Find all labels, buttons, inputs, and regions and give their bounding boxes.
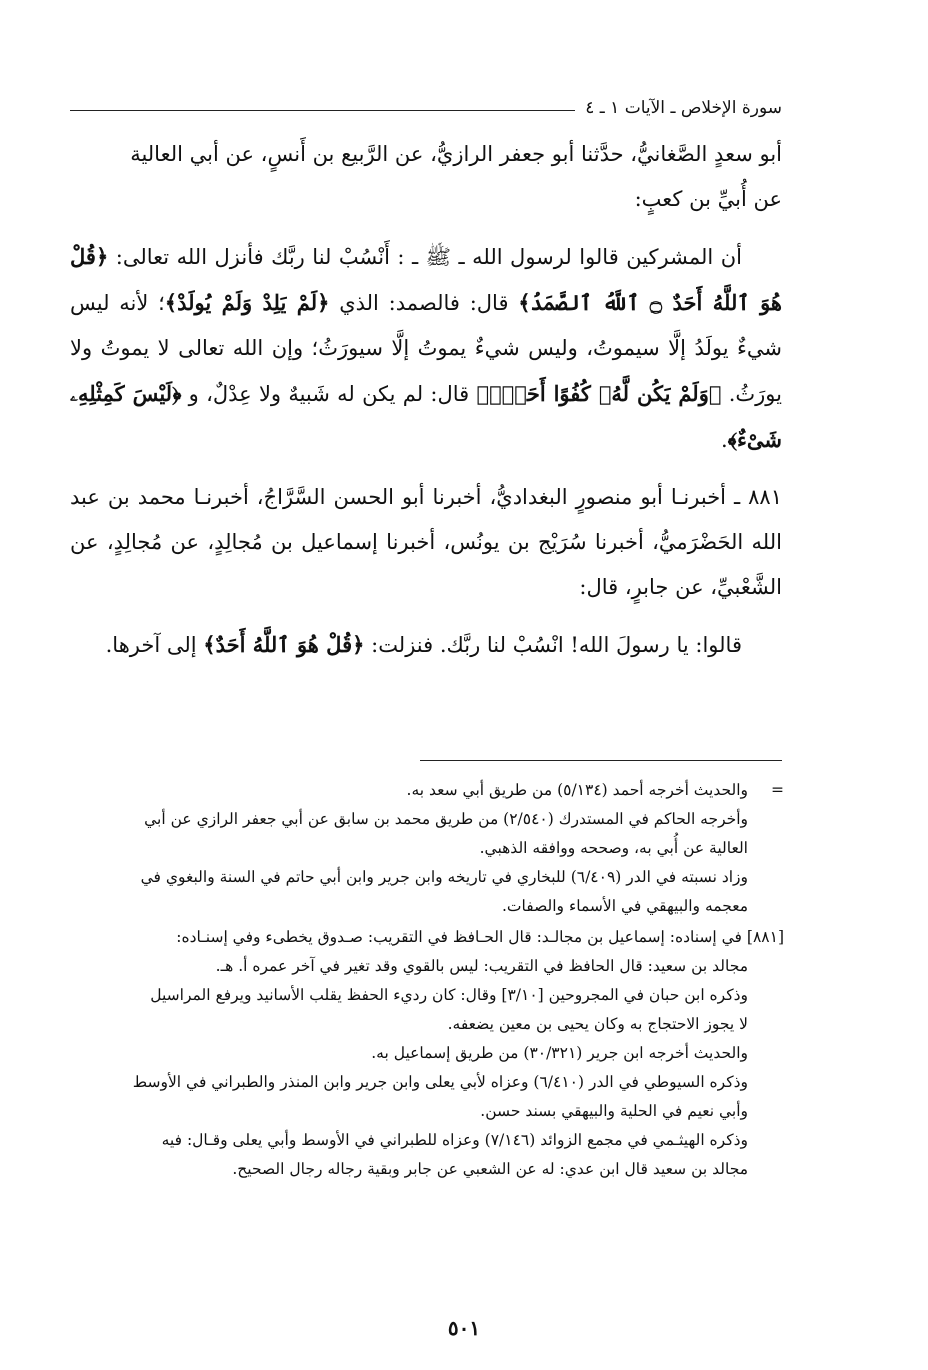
footnote-continued	[70, 776, 784, 921]
hadith-text-b: قال: فالصمد: الذي	[329, 291, 519, 315]
quran-verse-1-2: ﴿قُلْ هُوَ ٱللَّهُ أَحَدٌ ۝ ٱللَّهُ ٱلصَّمَدُ﴾	[70, 244, 782, 315]
main-text	[70, 132, 782, 668]
footnote-separator	[420, 760, 782, 761]
quran-verse-ikhlas-1: ﴿قُلْ هُوَ ٱللَّهُ أَحَدٌ﴾	[203, 632, 365, 657]
footnote-line: وزاد نسبته في الدر (٦/٤٠٩) للبخاري في تاريخه وابن جرير وابن أبي حاتم في السنة والبغوي في	[140, 868, 748, 886]
isnad-line-1: أبو سعدٍ الصَّغانيُّ، حدَّثنا أبو جعفر الرازيُّ، عن الرَّبيع بن أَنسٍ، عن أبي العالية	[130, 142, 782, 166]
footnote-line	[70, 923, 784, 952]
hadith-text-e: .	[721, 428, 728, 452]
hadith-881-text	[70, 622, 782, 668]
footnote-line: مجالد بن سعيد: قال الحافظ في التقريب: ليس بالقوي وقد تغير في آخر عمره أ. هـ.	[215, 957, 748, 975]
footnote-text: في إسناده: إسماعيل بن مجالـد: قال الحـافظ في التقريب: صـدوق يخطىء وفي إسنـاده:	[176, 928, 742, 946]
hadith-text-c: ؛ لأنه ليس شيءٌ يولَدُ إلَّا سيموتُ، وليس شيءٌ يموتُ إلَّا سيورَثُ؛ وإن الله تعالى لا يموتُ ولا يورَثُ.	[70, 291, 782, 406]
quran-verse-3: ﴿لَمْ يَلِدْ وَلَمْ يُولَدْ﴾	[164, 290, 330, 315]
footnote-number: [٨٨١]	[746, 928, 784, 946]
footnote-line: والحديث أخرجه ابن جرير (٣٠/٣٢١) من طريق إسماعيل به.	[371, 1044, 748, 1062]
footnote-line: وأخرجه الحاكم في المستدرك (٢/٥٤٠) من طريق محمد بن سابق عن أبي جعفر الرازي عن أبي	[144, 810, 748, 828]
footnote-line: وذكره الهيثـمي في مجمع الزوائد (٧/١٤٦) وعزاه للطبراني في الأوسط وأبي يعلى وقـال: فيه	[161, 1131, 748, 1149]
continuation-mark: =	[771, 781, 784, 799]
page-number: ٥٠١	[447, 1316, 481, 1340]
quran-verse-shura: ﴿لَيْسَ كَمِثْلِهِۦ شَىْءٌ﴾	[70, 381, 782, 452]
footnote-line: وذكره ابن حبان في المجروحين [٣/١٠] وقال: كان رديء الحفظ يقلب الأسانيد ويرفع المراسيل	[150, 986, 748, 1004]
hadith-text-a: أن المشركين قالوا لرسول الله ـ ﷺ ـ : أَنْسُبْ لنا ربَّك فأنزل الله تعالى:	[115, 245, 742, 269]
surah-title: سورة الإخلاص ـ الآيات ١ ـ ٤	[575, 96, 782, 120]
footnote-line: مجالد بن سعيد قال ابن عدي: له عن الشعبي عن جابر وبقية رجاله رجال الصحيح.	[232, 1160, 748, 1178]
quran-verse-4: ﴿وَلَمْ يَكُن لَّهُۥ كُفُوًا أَحَدٌۢ﴾	[476, 381, 722, 406]
footnote-line	[70, 776, 784, 805]
isnad-line-2: عن أُبيِّ بن كعبٍ:	[634, 187, 782, 211]
hadith-881-text-b: إلى آخرها.	[105, 633, 204, 657]
isnad-paragraph	[70, 132, 782, 222]
footnotes	[70, 776, 784, 1186]
hadith-881-text-a: قالوا: يا رسولَ الله! انْسُبْ لنا ربَّك. فنزلت:	[364, 633, 742, 657]
footnote-line: العالية عن أُبي به، وصححه ووافقه الذهبي.	[479, 839, 748, 857]
footnote-line: وأبي نعيم في الحلية والبيهقي بسند حسن.	[480, 1102, 748, 1120]
running-header	[70, 96, 782, 124]
footnote-line: لا يجوز الاحتجاج به وكان يحيى بن معين يضعفه.	[447, 1015, 748, 1033]
hadith-paragraph	[70, 234, 782, 463]
footnote-line: معجمه والبيهقي في الأسماء والصفات.	[501, 897, 748, 915]
hadith-881-isnad: ٨٨١ ـ أخبرنـا أبو منصورٍ البغداديُّ، أخبرنا أبو الحسن السَّرَّاجُ، أخبرنـا محمد بن عبد الله الحَضْرَميُّ، أخبرنا سُرَيْج بن يونُس، أخبرنا إسماعيل بن مُجالِدٍ، عن مُجالِدٍ، عن الشَّعْبيِّ، عن جابرٍ، قال:	[70, 485, 782, 599]
hadith-text-d: قال: لم يكن له شَبيهٌ ولا عِدْلٌ، و	[181, 382, 477, 406]
footnote-881	[70, 923, 784, 1184]
footnote-line: وذكره السيوطي في الدر (٦/٤١٠) وعزاه لأبي يعلى وابن جرير وابن المنذر والطبراني في الأوسط	[132, 1073, 748, 1091]
footnote-text: والحديث أخرجه أحمد (٥/١٣٤) من طريق أبي سعد به.	[406, 781, 748, 799]
